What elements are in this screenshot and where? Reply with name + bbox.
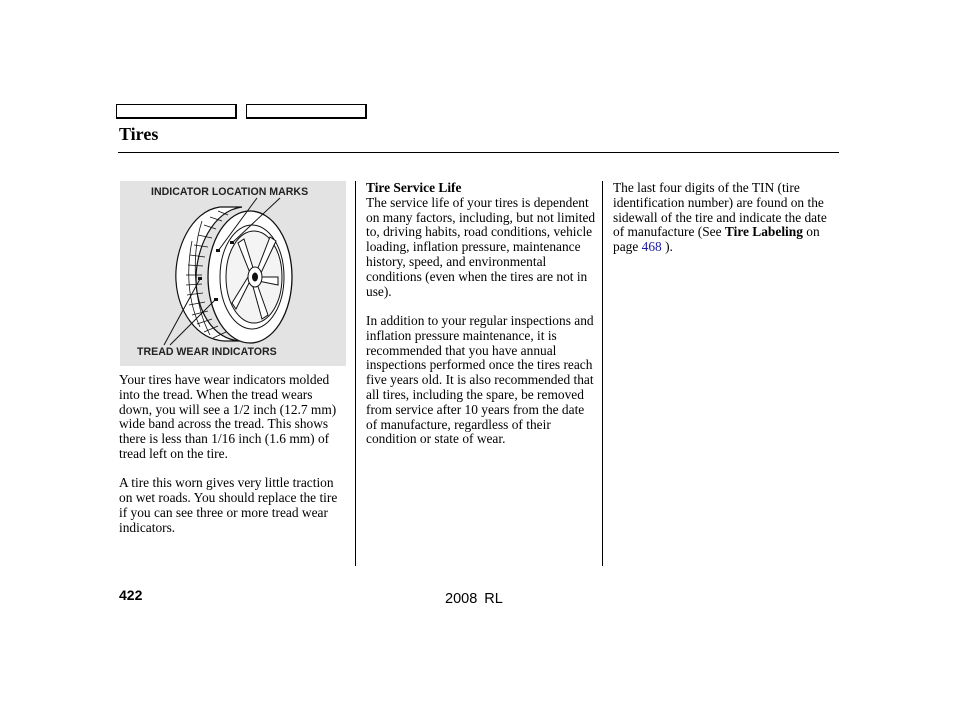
indicator-location-marks-label: INDICATOR LOCATION MARKS bbox=[151, 186, 309, 198]
page-468-link[interactable]: 468 bbox=[641, 239, 662, 255]
annual-inspection-paragraph: In addition to your regular inspections and inflation pressure maintenance, it is recommended that you have annual inspections performed once the tires reach five years old. It is also recommended that all tires, including the spare, be removed from service after 10 years from the date of manufacture, regardless of their condition or state of wear. bbox=[366, 312, 594, 447]
model-name: 2008 RL bbox=[445, 591, 503, 607]
column-divider-2 bbox=[602, 181, 603, 566]
tire-illustration-icon bbox=[120, 181, 346, 366]
header-tab-box-1 bbox=[116, 104, 237, 119]
tin-text: The last four digits of the TIN (tire identification number) are found on the sidewall of the tire and indicate the date of manufacture (See bbox=[613, 180, 827, 240]
service-life-paragraph: The service life of your tires is dependent on many factors, including, but not limited to, driving habits, road conditions, vehicle loading, inflation pressure, maintenance history, speed, and environmental conditions (even when the tires are not in use). bbox=[366, 194, 596, 299]
tire-figure bbox=[120, 181, 346, 366]
column-2 bbox=[366, 181, 596, 447]
wear-indicators-paragraph: Your tires have wear indicators molded into the tread. When the tread wears down, you will see a 1/2 inch (12.7 mm) wide band across the tread. This shows there is less than 1/16 inch (1.6 mm) of tread left on the tire. bbox=[119, 372, 337, 461]
tire-service-life-heading: Tire Service Life bbox=[366, 180, 462, 195]
page-title: Tires bbox=[119, 124, 159, 144]
tin-paragraph bbox=[613, 181, 839, 255]
on-page-text: on page bbox=[613, 224, 820, 255]
column-1 bbox=[119, 373, 347, 536]
column-divider-1 bbox=[355, 181, 356, 566]
title-rule bbox=[118, 152, 839, 153]
tread-wear-indicators-label: TREAD WEAR INDICATORS bbox=[137, 346, 277, 358]
closing-text: ). bbox=[661, 239, 673, 255]
worn-tire-paragraph: A tire this worn gives very little traction on wet roads. You should replace the tire if you can see three or more tread wear indicators. bbox=[119, 475, 338, 535]
column-3 bbox=[613, 181, 839, 255]
page-number: 422 bbox=[119, 587, 143, 603]
header-tab-box-2 bbox=[246, 104, 367, 119]
tire-labeling-reference: Tire Labeling bbox=[724, 224, 803, 240]
